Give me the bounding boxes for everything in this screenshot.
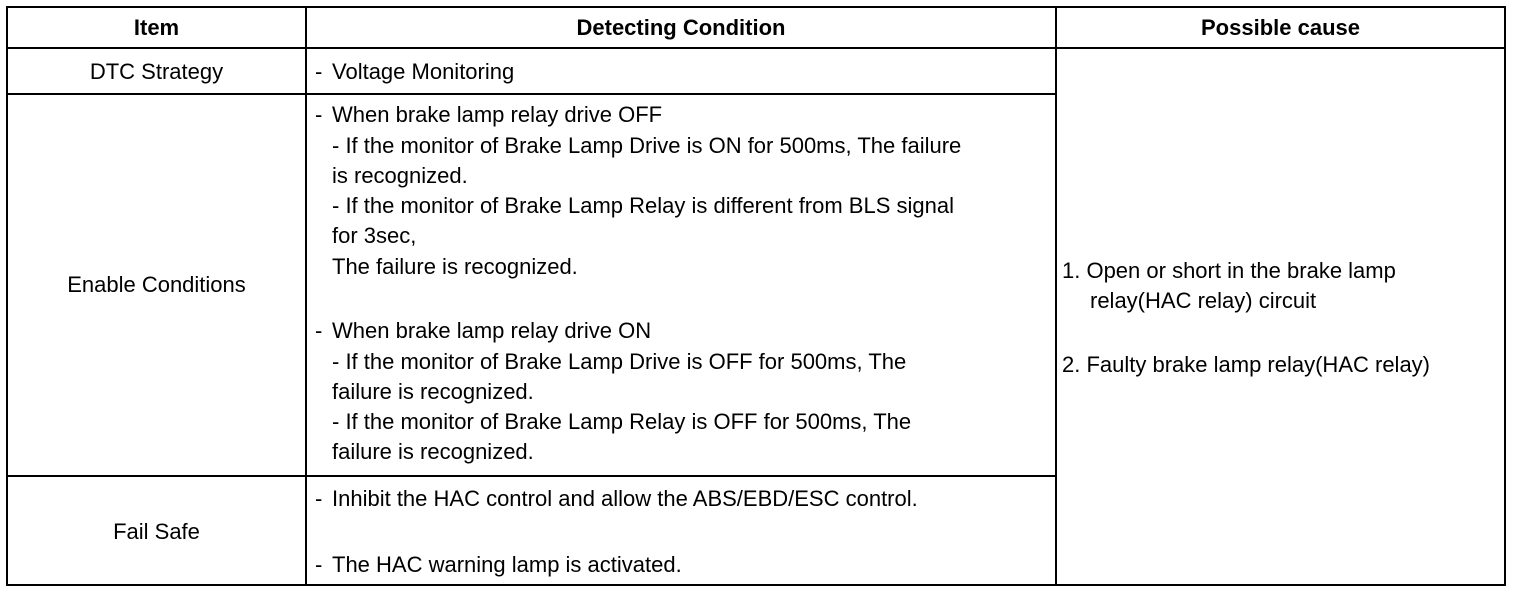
- cause-1-continued: relay(HAC relay) circuit: [1090, 288, 1317, 313]
- condition-text: Inhibit the HAC control and allow the ABS/EBD/ESC control.: [332, 486, 918, 511]
- condition-enable-conditions: [307, 100, 1055, 470]
- possible-causes: [1057, 256, 1504, 396]
- row-divider: [6, 475, 1056, 477]
- bullet-dash: -: [315, 102, 323, 127]
- header-detecting-condition: Detecting Condition: [576, 15, 786, 40]
- on-line: - If the monitor of Brake Lamp Relay is OFF for 500ms, The: [332, 409, 912, 434]
- off-line: - If the monitor of Brake Lamp Drive is ON for 500ms, The failure: [332, 133, 962, 158]
- off-line: The failure is recognized.: [332, 254, 578, 279]
- condition-fail-safe: [307, 484, 1055, 584]
- condition-text: Voltage Monitoring: [332, 59, 515, 84]
- on-heading: When brake lamp relay drive ON: [332, 318, 652, 343]
- on-line: - If the monitor of Brake Lamp Drive is OFF for 500ms, The: [332, 349, 907, 374]
- on-line: failure is recognized.: [332, 379, 534, 404]
- row-divider: [6, 47, 1506, 49]
- bullet-dash: -: [315, 486, 323, 511]
- bullet-dash: -: [315, 552, 323, 577]
- header-possible-cause: Possible cause: [1201, 15, 1360, 40]
- off-line: for 3sec,: [332, 223, 417, 248]
- item-fail-safe: Fail Safe: [113, 519, 200, 544]
- item-enable-conditions: Enable Conditions: [67, 272, 246, 297]
- off-line: is recognized.: [332, 163, 468, 188]
- header-item: Item: [133, 15, 180, 40]
- condition-text: The HAC warning lamp is activated.: [332, 552, 682, 577]
- on-line: failure is recognized.: [332, 439, 534, 464]
- item-dtc-strategy: DTC Strategy: [89, 59, 224, 84]
- bullet-dash: -: [315, 318, 323, 343]
- off-line: - If the monitor of Brake Lamp Relay is different from BLS signal: [332, 193, 954, 218]
- row-divider: [6, 93, 1056, 95]
- cause-2: 2. Faulty brake lamp relay(HAC relay): [1062, 352, 1431, 377]
- cause-1: 1. Open or short in the brake lamp: [1062, 258, 1396, 283]
- off-heading: When brake lamp relay drive OFF: [332, 102, 663, 127]
- bullet-dash: -: [315, 59, 323, 84]
